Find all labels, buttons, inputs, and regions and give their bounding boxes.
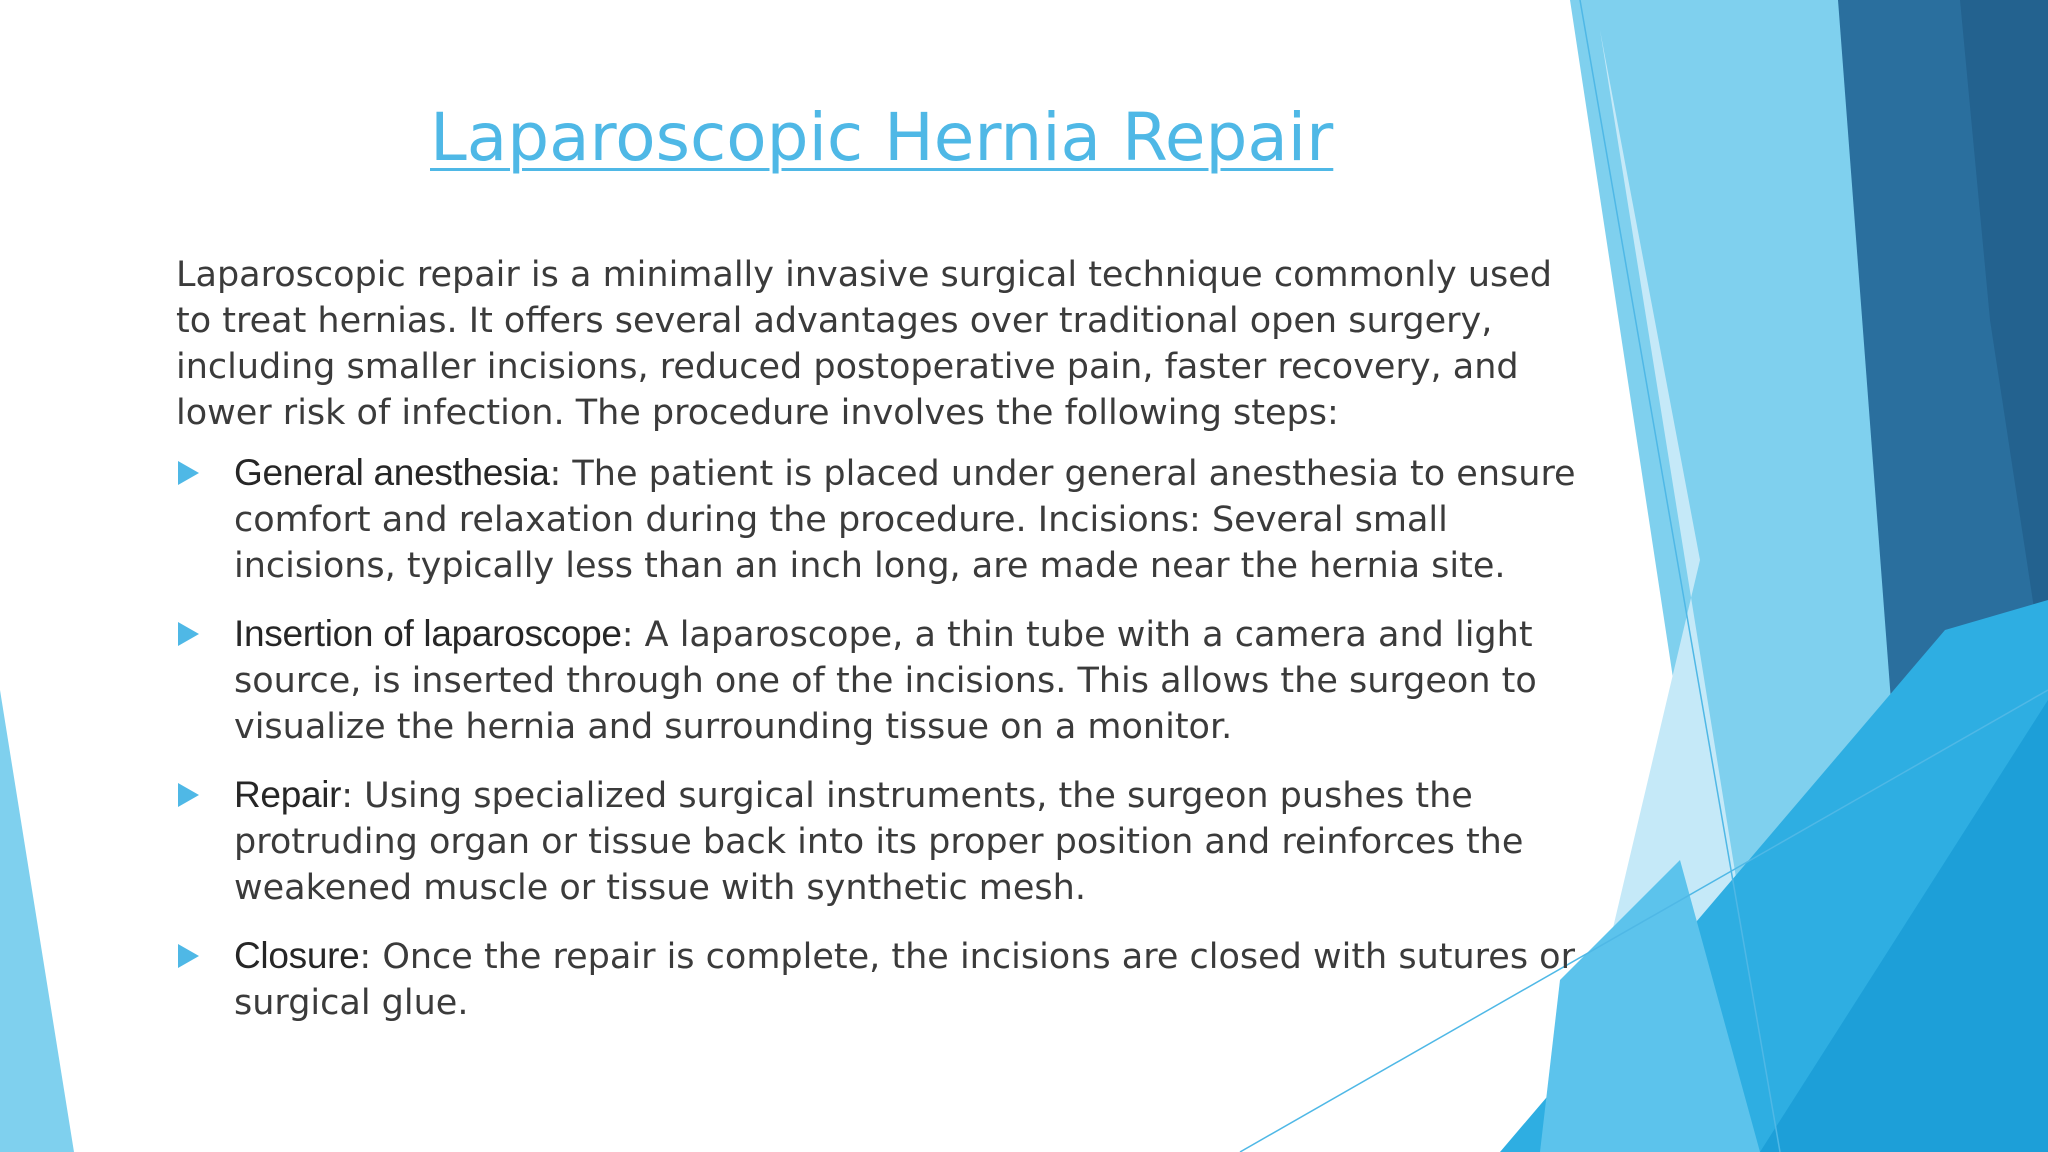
bullet-term: Closure	[234, 935, 360, 976]
slide-title: Laparoscopic Hernia Repair	[430, 99, 1334, 176]
triangle-bullet-icon	[178, 622, 199, 646]
bullet-text: : The patient is placed under general anesthesia to ensure comfort and relaxation during the procedure. Incisions: Several small incisions, typically less than an inch long, are made near the hernia site.	[234, 454, 1576, 586]
triangle-bullet-icon	[178, 944, 199, 968]
triangle-bullet-icon	[178, 783, 199, 807]
bullet-term: General anesthesia	[234, 452, 550, 493]
bullet-term: Repair	[234, 774, 342, 815]
list-item	[176, 933, 1576, 1026]
left-accent-shape	[0, 690, 74, 1152]
triangle-bullet-icon	[178, 461, 199, 485]
bullet-text: : A laparoscope, a thin tube with a camera and light source, is inserted through one of the incisions. This allows the surgeon to visualize the hernia and surrounding tissue on a monitor.	[234, 615, 1537, 747]
list-item	[176, 772, 1576, 911]
bullet-text: : Using specialized surgical instruments, the surgeon pushes the protruding organ or tissue back into its proper position and reinforces the weakened muscle or tissue with synthetic mesh.	[234, 776, 1524, 908]
slide-body	[176, 252, 1576, 1048]
intro-paragraph: Laparoscopic repair is a minimally invasive surgical technique commonly used to treat hernias. It offers several advantages over traditional open surgery, including smaller incisions, reduced postoperative pain, faster recovery, and lower risk of infection. The procedure involves the following steps:	[176, 255, 1553, 433]
steps-list	[176, 450, 1576, 1026]
bullet-text: : Once the repair is complete, the incisions are closed with sutures or surgical glue.	[234, 937, 1575, 1023]
list-item	[176, 611, 1576, 750]
bullet-term: Insertion of laparoscope	[234, 613, 622, 654]
list-item	[176, 450, 1576, 589]
